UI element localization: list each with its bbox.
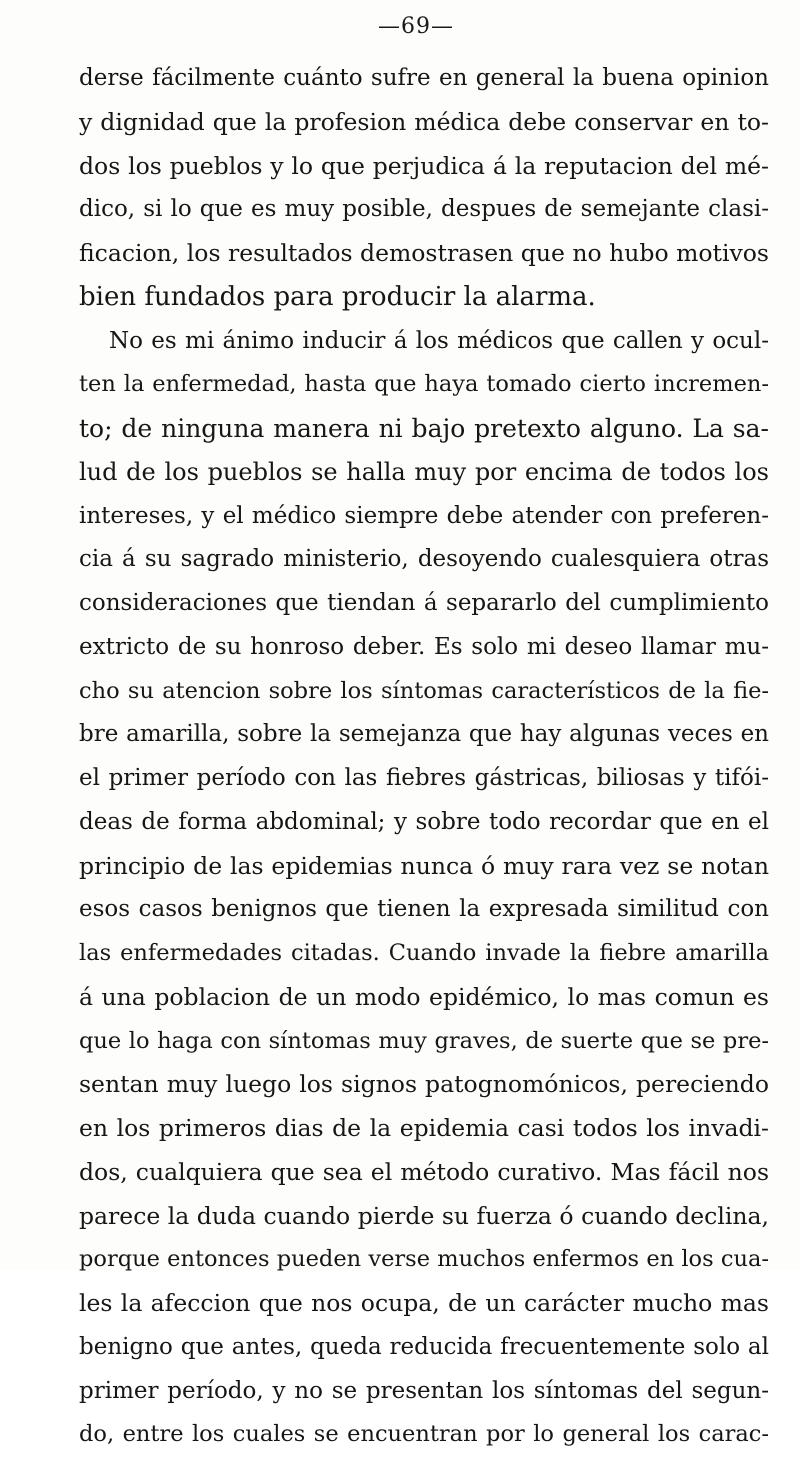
page-number: —69—: [378, 14, 454, 39]
text-line: á una poblacion de un modo epidémico, lo mas comun es: [79, 982, 769, 1011]
text-line: do, entre los cuales se encuentran por lo general los carac-: [79, 1421, 769, 1448]
text-line: deas de forma abdominal; y sobre todo recordar que en el: [79, 808, 769, 835]
text-line: bien fundados para producir la alarma.: [79, 281, 596, 312]
text-line: lud de los pueblos se halla muy por encima de todos los: [79, 457, 769, 486]
text-line: dos, cualquiera que sea el método curativo. Mas fácil nos: [79, 1157, 769, 1186]
text-line: dos los pueblos y lo que perjudica á la reputacion del mé-: [79, 151, 769, 180]
text-line: to; de ninguna manera ni bajo pretexto alguno. La sa-: [79, 414, 769, 443]
text-line: parece la duda cuando pierde su fuerza ó cuando declina,: [79, 1201, 769, 1230]
text-line: esos casos benignos que tienen la expresada similitud con: [79, 896, 769, 923]
body-text: [79, 57, 769, 1457]
text-line: derse fácilmente cuánto sufre en general la buena opinion: [79, 65, 769, 91]
text-line: el primer período con las fiebres gástricas, biliosas y tifói-: [79, 765, 769, 791]
text-line: que lo haga con síntomas muy graves, de suerte que se pre-: [79, 1027, 769, 1054]
text-line: benigno que antes, queda reducida frecuentemente solo al: [79, 1333, 769, 1360]
text-line: principio de las epidemias nunca ó muy rara vez se notan: [79, 851, 769, 880]
text-line: primer período, y no se presentan los síntomas del segun-: [79, 1377, 769, 1404]
text-line: consideraciones que tiendan á separarlo del cumplimiento: [79, 590, 769, 616]
text-line: bre amarilla, sobre la semejanza que hay algunas veces en: [79, 721, 769, 748]
text-line: No es mi ánimo inducir á los médicos que callen y ocul-: [109, 327, 769, 354]
text-line: ten la enfermedad, hasta que haya tomado cierto incremen-: [79, 371, 769, 398]
text-line: las enfermedades citadas. Cuando invade la fiebre amarilla: [79, 940, 769, 966]
text-line: dico, si lo que es muy posible, despues de semejante clasi-: [79, 196, 769, 223]
text-line: extricto de su honroso deber. Es solo mi deseo llamar mu-: [79, 633, 769, 660]
text-line: les la afeccion que nos ocupa, de un carácter mucho mas: [79, 1289, 769, 1317]
text-line: ficacion, los resultados demostrasen que no hubo motivos: [79, 239, 769, 267]
text-line: y dignidad que la profesion médica debe conservar en to-: [79, 107, 769, 136]
text-line: intereses, y el médico siempre debe atender con preferen-: [79, 502, 769, 529]
text-line: cho su atencion sobre los síntomas característicos de la fie-: [79, 677, 769, 704]
text-line: cia á su sagrado ministerio, desoyendo cualesquiera otras: [79, 546, 769, 573]
text-line: porque entonces pueden verse muchos enfermos en los cua-: [79, 1246, 769, 1273]
text-line: sentan muy luego los signos patognomónicos, pereciendo: [79, 1070, 769, 1099]
text-line: en los primeros dias de la epidemia casi todos los invadi-: [79, 1114, 769, 1142]
